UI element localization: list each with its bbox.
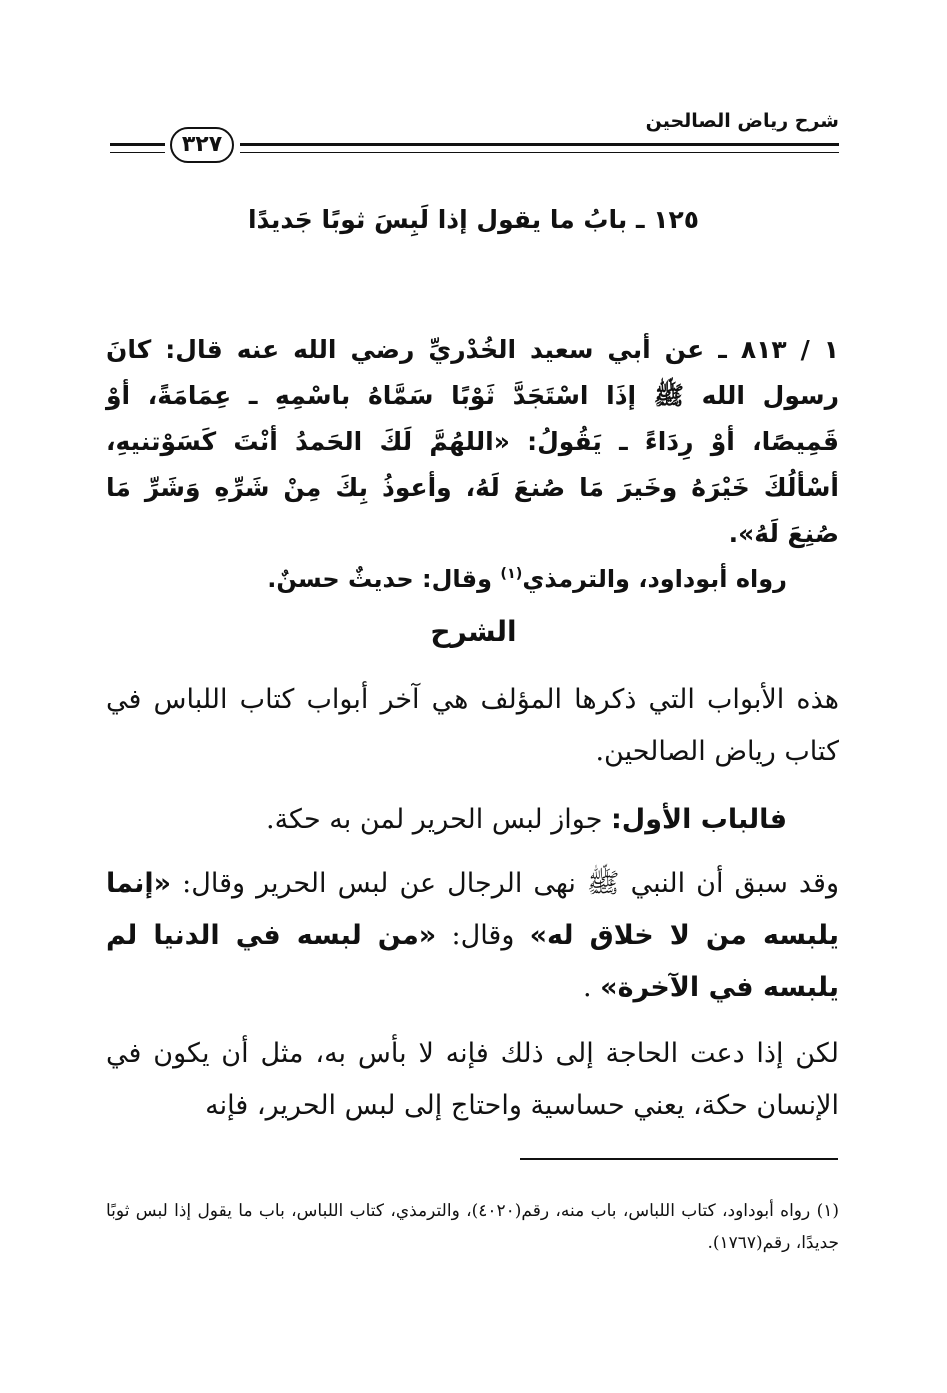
- header-rule-right: [240, 143, 839, 153]
- para-3-text: وقد سبق أن النبي ﷺ نهى الرجال عن لبس الحرير وقال:: [171, 868, 839, 899]
- footnote-reference[interactable]: (١): [500, 566, 523, 582]
- narration-source: رواه أبوداود، والترمذي: [522, 565, 787, 593]
- hadith-text: عن أبي سعيد الخُدْريِّ رضي الله عنه قال: كانَ رسول الله ﷺ إذَا اسْتَجَدَّ ثَوْبًا سَمَّاهُ باسْمِهِ ـ عِمَامَةً، أوْ قَمِيصًا، أوْ رِدَاءً ـ يَقُولُ: «اللهُمَّ لَكَ الحَمدُ أنْتَ كَسَوْتنيهِ، أسْألُكَ خَيْرَهُ وخَيرَ مَا صُنعَ لَهُ، وأعوذُ بِكَ مِنْ شَرِّهِ وَشَرِّ مَا صُنِعَ لَهُ».: [106, 335, 839, 548]
- page-number: ٣٢٧: [170, 127, 234, 163]
- hadith-number: ١ / ٨١٣ ـ: [718, 335, 839, 364]
- sharh-heading: الشرح: [430, 615, 517, 648]
- header-rule-left: [110, 143, 165, 153]
- sharh-paragraph-1: هذه الأبواب التي ذكرها المؤلف هي آخر أبواب كتاب اللباس في كتاب رياض الصالحين.: [106, 684, 839, 767]
- narration-grading: وقال: حديثٌ حسنٌ.: [267, 565, 501, 593]
- footnote-text: رواه أبوداود، كتاب اللباس، باب منه، رقم(٤٠٢٠)، والترمذي، كتاب اللباس، باب ما يقول إذا لبس ثوبًا جديدًا، رقم(١٧٦٧).: [106, 1201, 839, 1253]
- sharh-paragraph-4: لكن إذا دعت الحاجة إلى ذلك فإنه لا بأس به، مثل أن يكون في الإنسان حكة، يعني حساسية واحتاج إلى لبس الحرير، فإنه: [106, 1038, 839, 1121]
- narration-line: [106, 557, 787, 601]
- footnote-marker: (١): [816, 1201, 839, 1221]
- hadith-paragraph: [106, 327, 839, 557]
- footnote-separator: [520, 1158, 838, 1160]
- sharh-paragraph-3: [106, 858, 839, 1014]
- para-3-mid: وقال:: [436, 920, 530, 951]
- sharh-paragraph-2: [106, 794, 787, 846]
- footnote: [106, 1195, 839, 1259]
- para-3-end: .: [583, 972, 601, 1003]
- hadith-quote-1: «إنما يلبسه من لا خلاق له»: [106, 868, 839, 951]
- chapter-title: ١٢٥ ـ بابُ ما يقول إذا لَبِسَ ثوبًا جَديدًا: [247, 205, 700, 234]
- hadith-quote-2: «من لبسه في الدنيا لم يلبسه في الآخرة»: [106, 920, 839, 1003]
- first-chapter-lead: فالباب الأول:: [610, 804, 787, 835]
- running-title: شرح رياض الصالحين: [645, 110, 839, 132]
- first-chapter-text: جواز لبس الحرير لمن به حكة.: [266, 804, 611, 835]
